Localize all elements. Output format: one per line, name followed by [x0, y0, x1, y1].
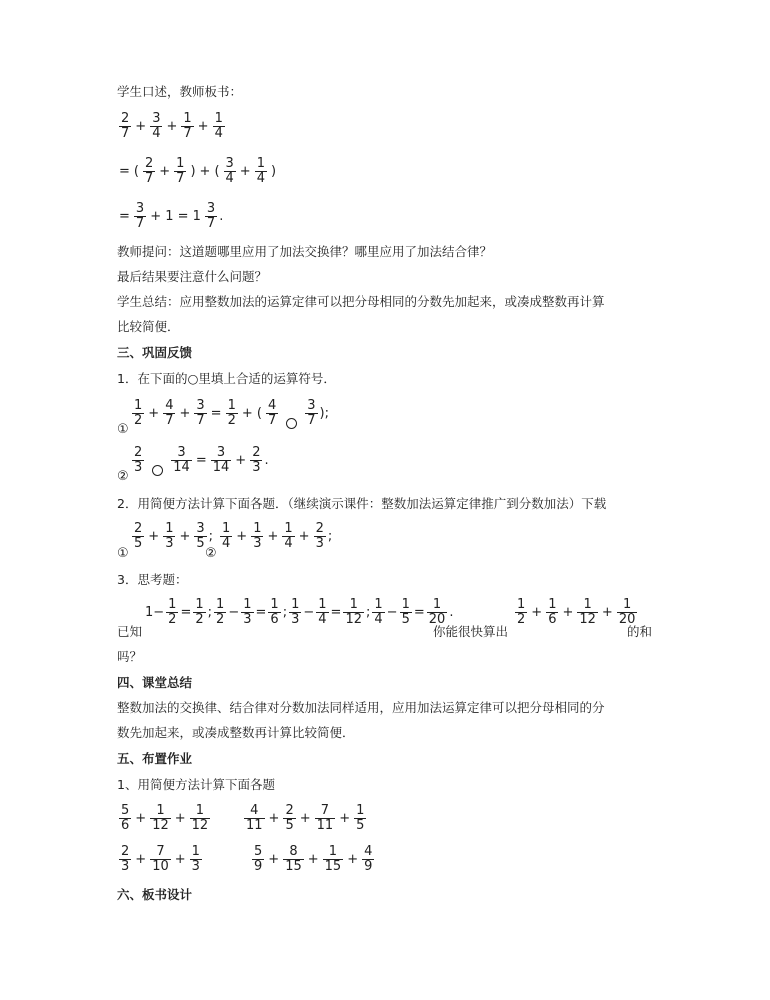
board-equation-3: = $\frac{3}{7}$ + 1 = 1 $\frac{3}{7}$ . [119, 201, 224, 231]
section-5-title: 五、布置作业 [117, 751, 193, 766]
question-3-text: 3．思考题： [117, 572, 188, 587]
q3-known-equations: 1− $\frac{1}{2}$ = $\frac{1}{2}$ ; $\frac{1}{2}$ − $\frac{1}{3}$ = $\frac{1}{6}$ ; $\frac{1}{3}$ − $\frac{1}{4}$ = $\frac{1}{12}$ ; $\frac{1}{4}$ − $\frac{1}{5}$ = $\frac{1}{20}$ . [145, 597, 454, 627]
board-equation-1: $\frac{2}{7}$ + $\frac{3}{4}$ + $\frac{1}{7}$ + $\frac{1}{4}$ [121, 111, 223, 141]
question-3-end: 吗？ [117, 649, 143, 664]
homework-equation-2: $\frac{4}{11}$ + $\frac{2}{5}$ + $\frac{7}{11}$ + $\frac{1}{5}$ [246, 803, 365, 833]
student-summary-2: 比较简便． [117, 319, 180, 334]
homework-text: 1、用简便方法计算下面各题 [117, 777, 275, 792]
summary-1: 整数加法的交换律、结合律对分数加法同样适用，应用加法运算定律可以把分母相同的分 [117, 700, 605, 715]
teacher-question-1: 教师提问：这道题哪里应用了加法交换律？哪里应用了加法结合律？ [117, 244, 493, 259]
sum-label: 的和 [627, 624, 653, 639]
q1-equation-1: $\frac{1}{2}$ + $\frac{4}{7}$ + $\frac{3}{7}$ = $\frac{1}{2}$ + ( $\frac{4}{7}$ $\frac{3}{7}$ ); [134, 398, 329, 428]
q1-equation-2: $\frac{2}{3}$ $\frac{3}{14}$ = $\frac{3}{14}$ + $\frac{2}{3}$ . [134, 445, 269, 475]
q2-equation-1: $\frac{2}{5}$ + $\frac{1}{3}$ + $\frac{3}{5}$ ; [134, 521, 214, 551]
intro-line: 学生口述，教师板书： [117, 84, 243, 99]
ask-label: 你能很快算出 [433, 624, 509, 639]
section-6-title: 六、板书设计 [117, 887, 193, 902]
q2-equation-2: $\frac{1}{4}$ + $\frac{1}{3}$ + $\frac{1}{4}$ + $\frac{2}{3}$ ; [222, 521, 333, 551]
label-circle-2: ② [117, 469, 129, 484]
q3-sum-expression: $\frac{1}{2}$ + $\frac{1}{6}$ + $\frac{1}{12}$ + $\frac{1}{20}$ [517, 597, 636, 627]
question-2-text: 2．用简便方法计算下面各题．（继续演示课件：整数加法运算定律推广到分数加法）下载 [117, 496, 607, 511]
homework-equation-1: $\frac{5}{6}$ + $\frac{1}{12}$ + $\frac{1}{12}$ [121, 803, 209, 833]
board-equation-2: = ( $\frac{2}{7}$ + $\frac{1}{7}$ ) + ( $\frac{3}{4}$ + $\frac{1}{4}$ ) [119, 156, 277, 186]
section-3-title: 三、巩固反馈 [117, 345, 193, 360]
question-1-text: 1．在下面的○里填上合适的运算符号． [117, 371, 336, 386]
label-circle-2: ② [205, 546, 217, 561]
known-label: 已知 [117, 624, 143, 639]
label-circle-1: ① [117, 546, 129, 561]
teacher-question-2: 最后结果要注意什么问题？ [117, 269, 268, 284]
homework-equation-4: $\frac{5}{9}$ + $\frac{8}{15}$ + $\frac{1}{15}$ + $\frac{4}{9}$ [254, 844, 373, 874]
label-circle-1: ① [117, 422, 129, 437]
summary-2: 数先加起来，或凑成整数再计算比较简便． [117, 725, 355, 740]
blank-circle[interactable] [152, 465, 163, 476]
section-4-title: 四、课堂总结 [117, 675, 193, 690]
blank-circle[interactable] [286, 418, 297, 429]
fraction: $\frac{2}{7}$ [121, 111, 130, 141]
student-summary-1: 学生总结：应用整数加法的运算定律可以把分母相同的分数先加起来，或凑成整数再计算 [117, 294, 605, 309]
homework-equation-3: $\frac{2}{3}$ + $\frac{7}{10}$ + $\frac{1}{3}$ [121, 844, 200, 874]
